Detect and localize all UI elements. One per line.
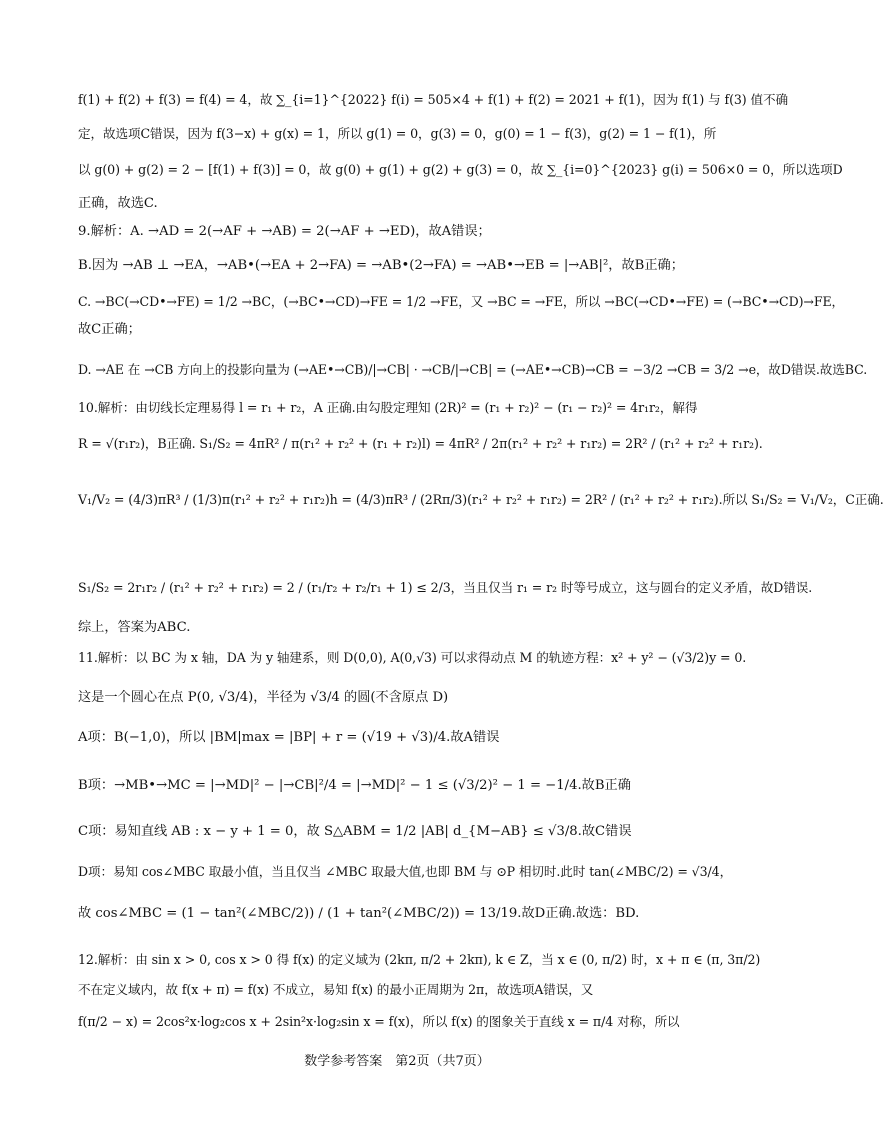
text-line: f(π/2 − x) = 2cos²x·log₂cos x + 2sin²x·log₂sin x = f(x)，所以 f(x) 的图象关于直线 x = π/4 对称，所以 bbox=[78, 1014, 680, 1029]
text-line: 故C正确； bbox=[78, 322, 141, 337]
text-line: C项：易知直线 AB : x − y + 1 = 0，故 S△ABM = 1/2 |AB| d_{M−AB} ≤ √3/8.故C错误 bbox=[78, 824, 632, 839]
text-line: 综上，答案为ABC. bbox=[78, 620, 191, 635]
text-line: B项：→MB•→MC = |→MD|² − |→CB|²/4 = |→MD|² − 1 ≤ (√3/2)² − 1 = −1/4.故B正确 bbox=[78, 778, 631, 793]
text-line: 9.解析：A. →AD = 2(→AF + →AB) = 2(→AF + →ED)，故A错误； bbox=[78, 224, 491, 239]
text-line: 定，故选项C错误，因为 f(3−x) + g(x) = 1，所以 g(1) = 0，g(3) = 0，g(0) = 1 − f(3)，g(2) = 1 − f(1)，所 bbox=[78, 126, 717, 141]
text-line: 10.解析：由切线长定理易得 l = r₁ + r₂，A 正确.由勾股定理知 (2R)² = (r₁ + r₂)² − (r₁ − r₂)² = 4r₁r₂，解得 bbox=[78, 400, 698, 415]
text-line: D项：易知 cos∠MBC 取最小值，当且仅当 ∠MBC 取最大值,也即 BM 与 ⊙P 相切时.此时 tan(∠MBC/2) = √3/4， bbox=[78, 864, 733, 879]
text-line: A项：B(−1,0)，所以 |BM|max = |BP| + r = (√19 + √3)/4.故A错误 bbox=[78, 730, 500, 745]
text-line: f(1) + f(2) + f(3) = f(4) = 4，故 ∑_{i=1}^{2022} f(i) = 505×4 + f(1) + f(2) = 2021 + f(1)，因为 f(1) 与 f(3) 值不确 bbox=[78, 92, 789, 107]
text-line: 以 g(0) + g(2) = 2 − [f(1) + f(3)] = 0，故 g(0) + g(1) + g(2) + g(3) = 0，故 ∑_{i=0}^{2023} g(i) = 506×0 = 0，所以选项D bbox=[78, 162, 843, 177]
text-line: 11.解析：以 BC 为 x 轴，DA 为 y 轴建系，则 D(0,0), A(0,√3) 可以求得动点 M 的轨迹方程：x² + y² − (√3/2)y = 0. bbox=[78, 650, 747, 665]
text-line: 不在定义域内，故 f(x + π) = f(x) 不成立，易知 f(x) 的最小正周期为 2π，故选项A错误，又 bbox=[78, 982, 594, 997]
text-line: V₁/V₂ = (4/3)πR³ / (1/3)π(r₁² + r₂² + r₁r₂)h = (4/3)πR³ / (2Rπ/3)(r₁² + r₂² + r₁r₂) = 2R² / (r₁² + r₂² + r₁r₂).所以 S₁/S₂ = V₁/V₂，C正确. bbox=[78, 492, 884, 507]
page-footer: 数学参考答案 第2页（共7页） bbox=[304, 1054, 490, 1069]
text-line: R = √(r₁r₂)，B正确. S₁/S₂ = 4πR² / π(r₁² + r₂² + (r₁ + r₂)l) = 4πR² / 2π(r₁² + r₂² + r₁r₂) = 2R² / (r₁² + r₂² + r₁r₂). bbox=[78, 436, 763, 451]
text-line: C. →BC(→CD•→FE) = 1/2 →BC，(→BC•→CD)→FE = 1/2 →FE，又 →BC = →FE，所以 →BC(→CD•→FE) = (→BC•→CD)→FE， bbox=[78, 294, 845, 309]
text-line: 12.解析：由 sin x > 0, cos x > 0 得 f(x) 的定义域为 (2kπ, π/2 + 2kπ), k ∈ Z，当 x ∈ (0, π/2) 时，x + π ∈ (π, 3π/2) bbox=[78, 952, 761, 967]
text-line: D. →AE 在 →CB 方向上的投影向量为 (→AE•→CB)/|→CB| · →CB/|→CB| = (→AE•→CB)→CB = −3/2 →CB = 3/2 →e，故D错误.故选BC. bbox=[78, 362, 868, 377]
text-line: 这是一个圆心在点 P(0, √3/4)，半径为 √3/4 的圆(不含原点 D) bbox=[78, 690, 449, 705]
text-line: 正确，故选C. bbox=[78, 196, 158, 211]
text-line: B.因为 →AB ⊥ →EA，→AB•(→EA + 2→FA) = →AB•(2→FA) = →AB•→EB = |→AB|²，故B正确； bbox=[78, 258, 684, 273]
text-line: S₁/S₂ = 2r₁r₂ / (r₁² + r₂² + r₁r₂) = 2 / (r₁/r₂ + r₂/r₁ + 1) ≤ 2/3，当且仅当 r₁ = r₂ 时等号成立，这与圆台的定义矛盾，故D错误. bbox=[78, 580, 813, 595]
text-line: 故 cos∠MBC = (1 − tan²(∠MBC/2)) / (1 + tan²(∠MBC/2)) = 13/19.故D正确.故选：BD. bbox=[78, 906, 640, 921]
